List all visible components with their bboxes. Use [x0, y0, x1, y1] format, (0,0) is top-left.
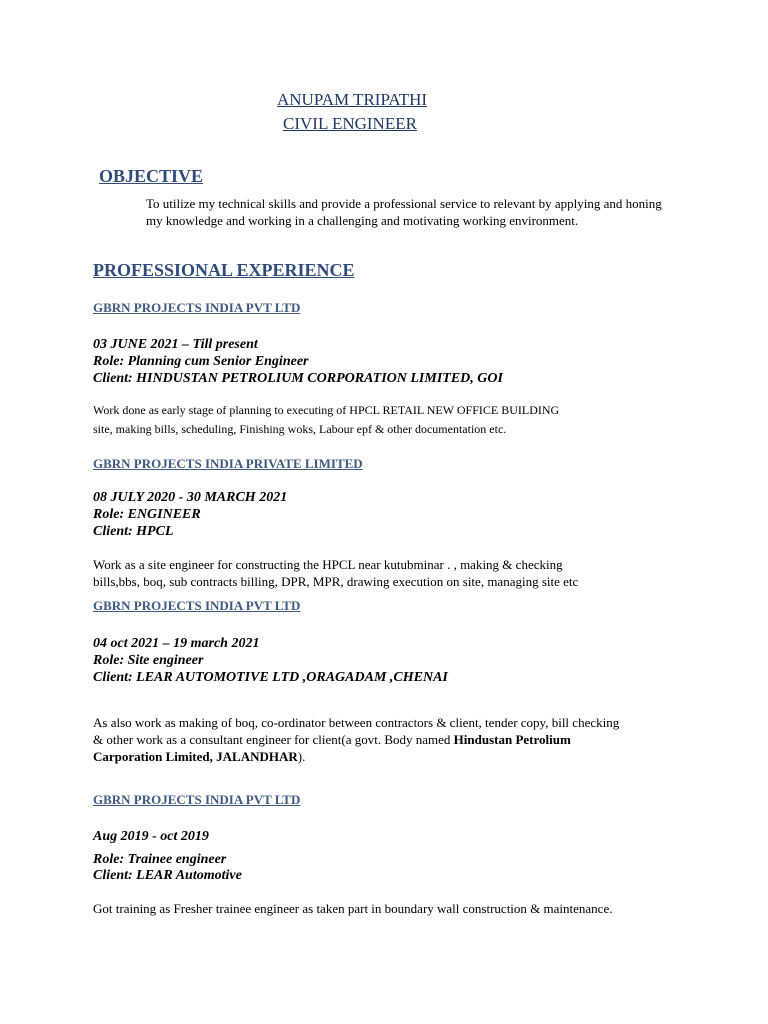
job-role: Role: Site engineer — [93, 653, 204, 668]
job-description — [93, 714, 619, 765]
candidate-name: ANUPAM TRIPATHI — [277, 90, 428, 109]
client-name-bold: Carporation Limited, JALANDHAR — [93, 749, 298, 764]
job-description: Got training as Fresher trainee engineer as taken part in boundary wall construction & maintenance. — [93, 901, 613, 916]
company-name: GBRN PROJECTS INDIA PRIVATE LIMITED — [93, 456, 363, 471]
description-line: Work done as early stage of planning to executing of HPCL RETAIL NEW OFFICE BUILDING — [93, 403, 560, 417]
description-text: ). — [297, 749, 306, 764]
job-role: Role: Planning cum Senior Engineer — [93, 354, 309, 369]
job-role: Role: ENGINEER — [93, 507, 201, 522]
job-dates: 03 JUNE 2021 – Till present — [93, 337, 258, 352]
company-name: GBRN PROJECTS INDIA PVT LTD — [93, 598, 301, 613]
job-dates: Aug 2019 - oct 2019 — [93, 829, 209, 844]
job-dates: 08 JULY 2020 - 30 MARCH 2021 — [93, 490, 288, 505]
candidate-title: CIVIL ENGINEER — [283, 114, 417, 133]
objective-text: To utilize my technical skills and provide a professional service to relevant by applying and honing my knowledge and working in a challenging and motivating working environment. — [146, 196, 662, 228]
job-client: Client: HPCL — [93, 524, 174, 539]
job-client: Client: HINDUSTAN PETROLIUM CORPORATION LIMITED, GOI — [93, 371, 503, 386]
experience-heading: PROFESSIONAL EXPERIENCE — [93, 260, 355, 280]
job-description — [93, 401, 559, 439]
description-line: Work as a site engineer for constructing the HPCL near kutubminar . , making & checking — [93, 557, 563, 572]
job-role: Role: Trainee engineer — [93, 852, 227, 867]
description-line: site, making bills, scheduling, Finishing woks, Labour epf & other documentation etc. — [93, 422, 507, 436]
company-name: GBRN PROJECTS INDIA PVT LTD — [93, 300, 301, 315]
objective-heading: OBJECTIVE — [99, 166, 204, 186]
company-name: GBRN PROJECTS INDIA PVT LTD — [93, 792, 301, 807]
job-client: Client: LEAR AUTOMOTIVE LTD ,ORAGADAM ,CHENAI — [93, 670, 448, 685]
job-client: Client: LEAR Automotive — [93, 868, 242, 883]
description-line — [93, 748, 619, 765]
job-description — [93, 556, 578, 590]
client-name-bold: Hindustan Petrolium — [453, 732, 571, 747]
description-line — [93, 731, 619, 748]
description-text: & other work as a consultant engineer for client(a govt. Body named — [93, 732, 454, 747]
description-line: bills,bbs, boq, sub contracts billing, DPR, MPR, drawing execution on site, managing site etc — [93, 574, 579, 589]
description-line: As also work as making of boq, co-ordinator between contractors & client, tender copy, bill checking — [93, 715, 620, 730]
job-dates: 04 oct 2021 – 19 march 2021 — [93, 636, 260, 651]
